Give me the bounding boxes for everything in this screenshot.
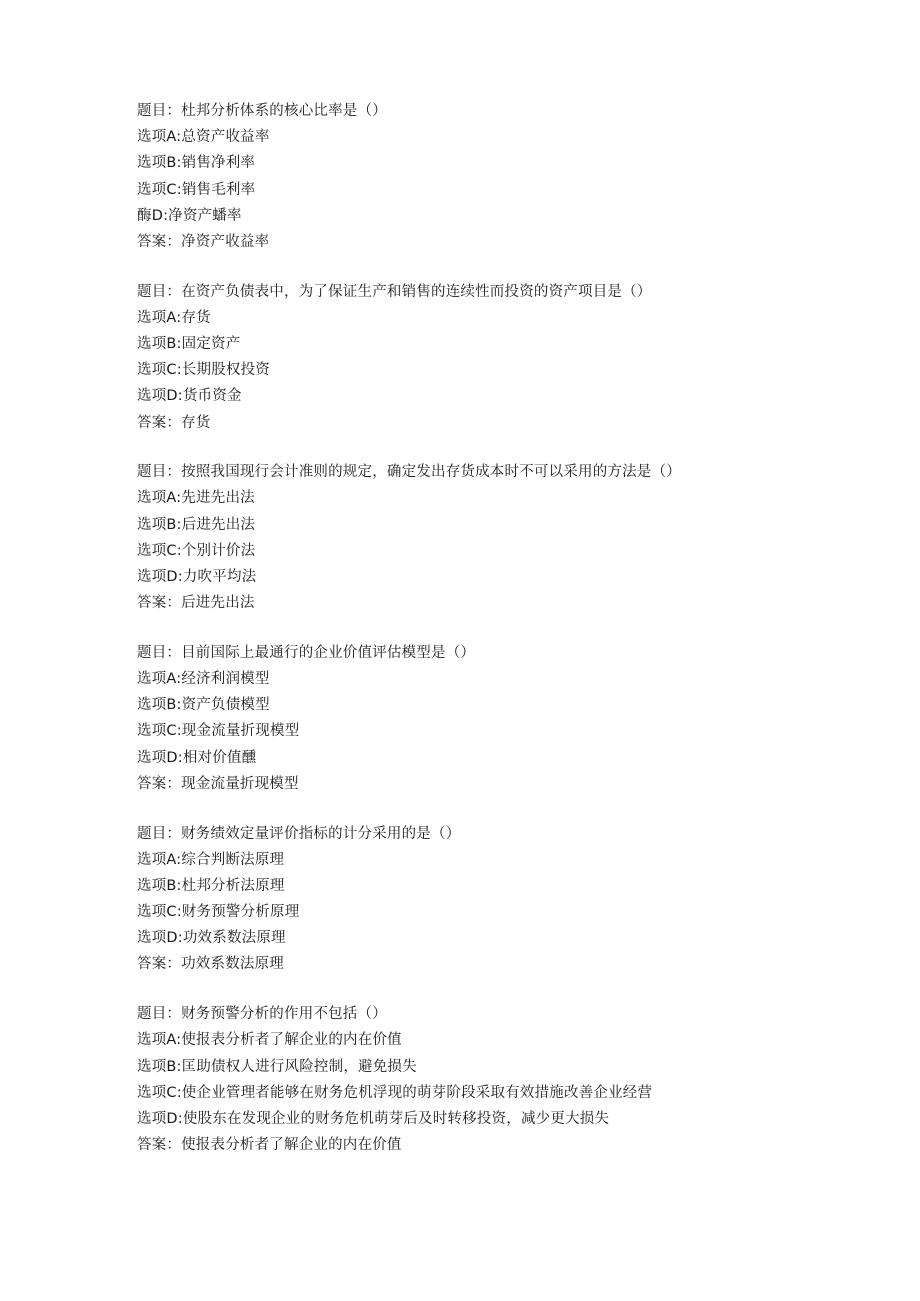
question-text: 题目：按照我国现行会计准则的规定，确定发出存货成本时不可以采用的方法是（）: [137, 464, 681, 481]
option-a: 选项A:存货: [137, 309, 211, 326]
option-a: 选项A:先进先出法: [137, 490, 255, 507]
option-d: 选项D:使股东在发现企业的财务危机萌芽后及时转移投资，减少更大损失: [137, 1110, 610, 1127]
question-text: 题目：在资产负债表中，为了保证生产和销售的连续性而投资的资产项目是（）: [137, 283, 652, 300]
question-block: [137, 98, 877, 255]
option-b: 选项B:匡助债权人进行风险控制，避免损失: [137, 1058, 417, 1075]
question-block: [137, 1001, 877, 1158]
answer-text: 答案：现金流量折现模型: [137, 775, 299, 792]
option-a: 选项A:总资产收益率: [137, 129, 270, 146]
question-block: [137, 821, 877, 978]
option-d: 选项D:相对价值醺: [137, 749, 257, 766]
option-c: 选项C:现金流量折现模型: [137, 723, 300, 740]
answer-text: 答案：功效系数法原理: [137, 956, 284, 973]
question-text: 题目：财务预警分析的作用不包括（）: [137, 1006, 387, 1023]
question-text: 题目：杜邦分析体系的核心比率是（）: [137, 103, 387, 119]
option-c: 选项C:长期股权投资: [137, 362, 271, 379]
option-b: 选项B:后进先出法: [137, 516, 256, 533]
option-b: 选项B:杜邦分析法原理: [137, 877, 285, 894]
answer-text: 答案：使报表分析者了解企业的内在价值: [137, 1137, 402, 1154]
question-block: [137, 459, 877, 616]
answer-text: 答案：后进先出法: [137, 595, 255, 612]
option-d: 酶D:净资产蟠率: [137, 207, 242, 224]
option-b: 选项B:固定资产: [137, 336, 241, 352]
option-d: 选项D:力吹平均法: [137, 569, 257, 585]
option-d: 选项D:货币资金: [137, 388, 242, 405]
question-block: [137, 279, 877, 436]
option-d: 选项D:功效系数法原理: [137, 930, 286, 947]
option-a: 选项A:经济利润模型: [137, 671, 270, 688]
option-a: 选项A:使报表分析者了解企业的内在价值: [137, 1032, 402, 1049]
option-c: 选项C:销售毛利率: [137, 181, 256, 198]
option-c: 选项C:财务预警分析原理: [137, 904, 300, 921]
option-c: 选项C:使企业管理者能够在财务危机浮现的萌芽阶段采取有效措施改善企业经营: [137, 1084, 653, 1101]
document-page: [137, 98, 877, 1182]
question-block: [137, 640, 877, 797]
option-c: 选项C:个别计价法: [137, 542, 256, 559]
answer-text: 答案：存货: [137, 414, 211, 431]
question-text: 题目：财务绩效定量评价指标的计分采用的是（）: [137, 825, 461, 842]
answer-text: 答案：净资产收益率: [137, 233, 270, 250]
option-a: 选项A:综合判断法原理: [137, 851, 285, 868]
option-b: 选项B:销售净利率: [137, 155, 256, 172]
question-text: 题目：目前国际上最通行的企业价值评估模型是（）: [137, 644, 476, 661]
option-b: 选项B:资产负债模型: [137, 697, 270, 714]
